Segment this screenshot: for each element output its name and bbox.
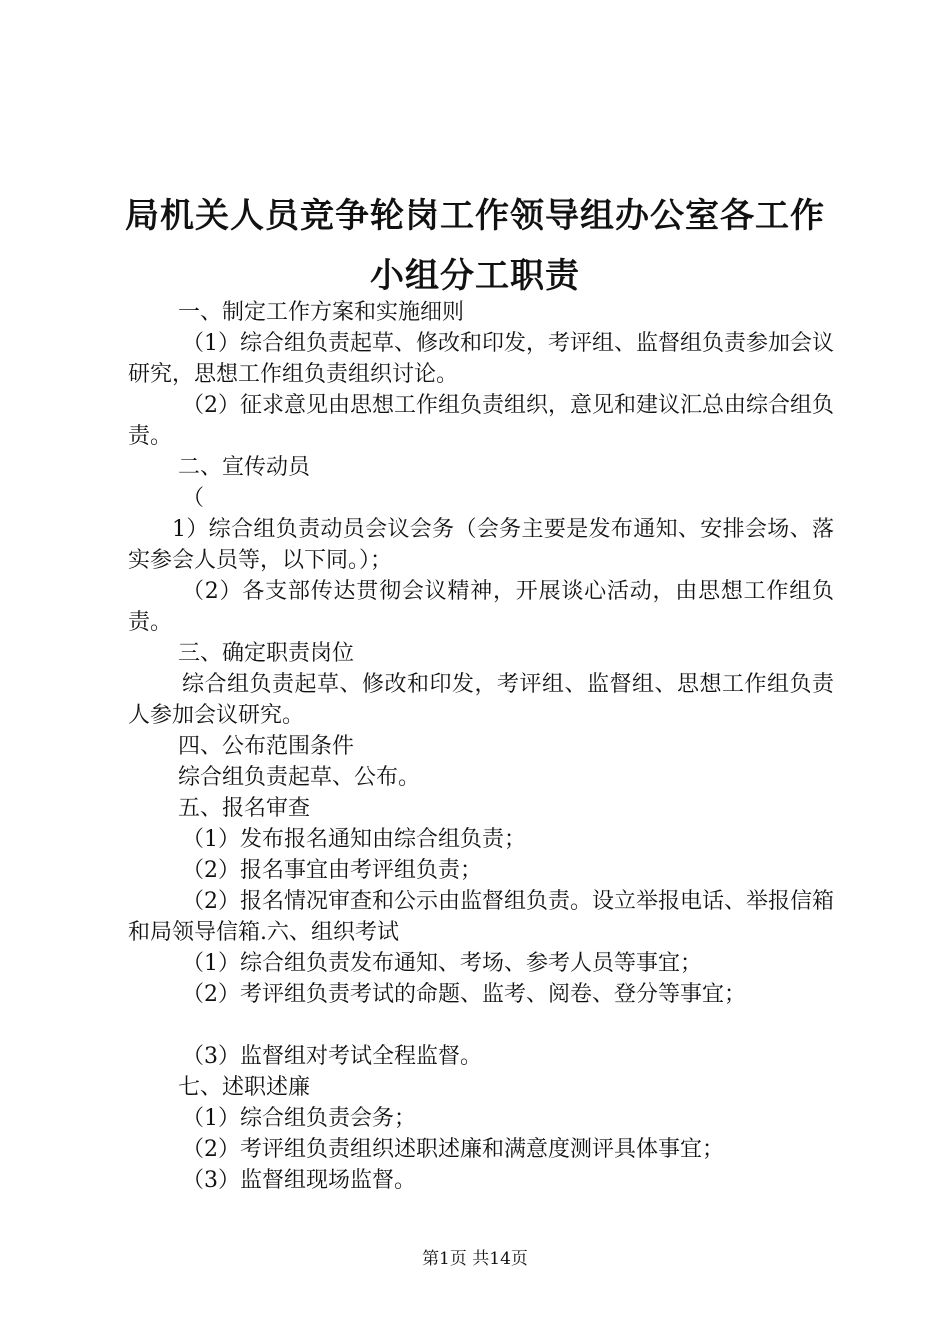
paragraph: （2）报名事宜由考评组负责；	[182, 858, 482, 883]
paragraph: 综合组负责起草、修改和印发，考评组、监督组、思想工作组负责人参加会议研究。	[128, 672, 834, 728]
document-body	[128, 297, 834, 1196]
paragraph: （1）综合组负责会务；	[182, 1106, 416, 1131]
section-heading-1: 一、制定工作方案和实施细则	[178, 300, 465, 325]
blank-line	[128, 1010, 834, 1041]
paragraph: （2）考评组负责组织述职述廉和满意度测评具体事宜；	[182, 1137, 724, 1162]
paragraph: 综合组负责起草、公布。	[178, 765, 421, 790]
document-title-line-2: 小组分工职责	[370, 256, 580, 296]
paragraph: （2）征求意见由思想工作组负责组织，意见和建议汇总由综合组负责。	[128, 393, 834, 449]
paragraph: （3）监督组对考试全程监督。	[182, 1044, 482, 1069]
section-heading-4: 四、公布范围条件	[178, 734, 355, 759]
section-heading-3: 三、确定职责岗位	[178, 641, 355, 666]
section-heading-2: 二、宣传动员	[178, 455, 311, 480]
paragraph: （2）考评组负责考试的命题、监考、阅卷、登分等事宜；	[182, 982, 746, 1007]
paragraph: （1）发布报名通知由综合组负责；	[182, 827, 526, 852]
section-heading-7: 七、述职述廉	[178, 1075, 311, 1100]
paragraph: （3）监督组现场监督。	[182, 1168, 416, 1193]
paragraph: （1）综合组负责起草、修改和印发，考评组、监督组负责参加会议研究，思想工作组负责组织讨论。	[128, 331, 834, 387]
paragraph: （2）报名情况审查和公示由监督组负责。设立举报电话、举报信箱和局领导信箱.六、组织考试	[128, 889, 834, 945]
paragraph: （	[182, 486, 205, 511]
paragraph: （1）综合组负责发布通知、考场、参考人员等事宜；	[182, 951, 702, 976]
paragraph: （2）各支部传达贯彻会议精神，开展谈心活动，由思想工作组负责。	[128, 579, 834, 635]
section-heading-5: 五、报名审查	[178, 796, 311, 821]
paragraph: 1）综合组负责动员会议会务（会务主要是发布通知、安排会场、落实参会人员等，以下同。）；	[128, 517, 834, 573]
page-number-footer: 第1页 共14页	[422, 1249, 528, 1269]
document-title-line-1: 局机关人员竞争轮岗工作领导组办公室各工作	[125, 196, 825, 236]
